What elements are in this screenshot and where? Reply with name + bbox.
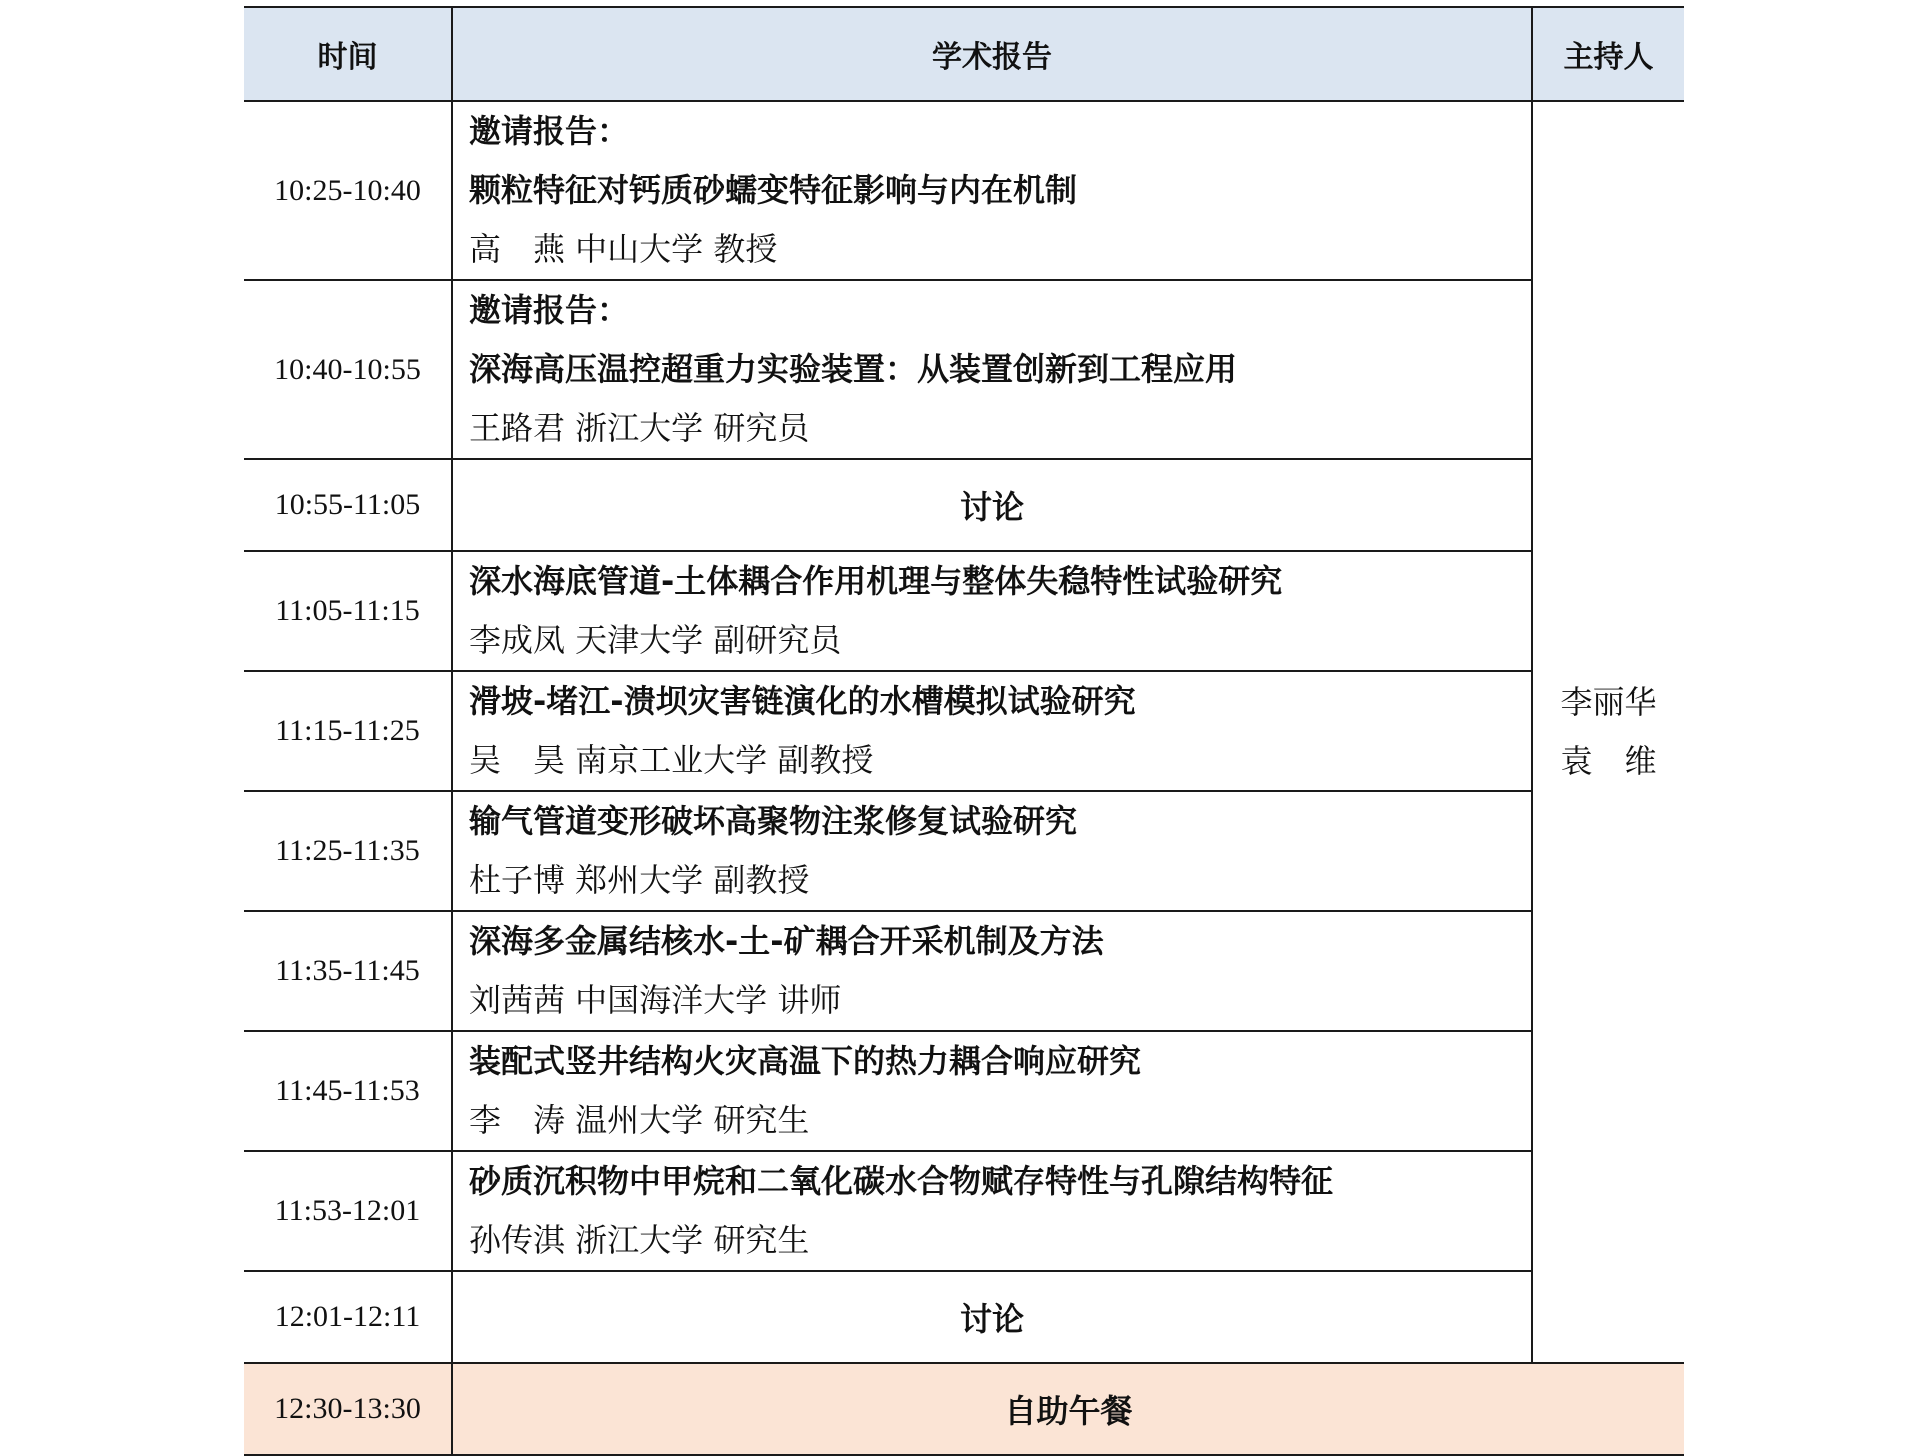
- talk-speaker: 吴 昊 南京工业大学 副教授: [469, 741, 874, 779]
- talk-cell: [452, 1031, 1532, 1151]
- table-row: [244, 791, 1684, 911]
- header-time: 时间: [244, 7, 452, 101]
- time-cell: 10:55-11:05: [244, 459, 452, 551]
- table-row: [244, 671, 1684, 791]
- talk-title: 深海高压温控超重力实验装置：从装置创新到工程应用: [469, 350, 1238, 388]
- header-host: 主持人: [1532, 7, 1684, 101]
- talk-title: 砂质沉积物中甲烷和二氧化碳水合物赋存特性与孔隙结构特征: [469, 1162, 1334, 1200]
- table-row: [244, 1031, 1684, 1151]
- time-cell: 10:40-10:55: [244, 280, 452, 459]
- table-row: [244, 459, 1684, 551]
- lunch-cell: 自助午餐: [452, 1363, 1684, 1455]
- header-talk: 学术报告: [452, 7, 1532, 101]
- talk-title: 深水海底管道-土体耦合作用机理与整体失稳特性试验研究: [469, 562, 1283, 600]
- talk-cell: [452, 101, 1532, 280]
- talk-title: 输气管道变形破坏高聚物注浆修复试验研究: [469, 802, 1078, 840]
- invited-label: 邀请报告：: [469, 291, 630, 329]
- time-cell: 12:30-13:30: [244, 1363, 452, 1455]
- time-cell: 11:05-11:15: [244, 551, 452, 671]
- talk-speaker: 李 涛 温州大学 研究生: [469, 1101, 810, 1139]
- host-name-1: 李丽华: [1560, 683, 1657, 721]
- table-row: [244, 1271, 1684, 1363]
- time-cell: 11:15-11:25: [244, 671, 452, 791]
- talk-title: 颗粒特征对钙质砂蠕变特征影响与内在机制: [469, 171, 1078, 209]
- talk-speaker: 王路君 浙江大学 研究员: [469, 409, 810, 447]
- talk-speaker: 高 燕 中山大学 教授: [469, 230, 778, 268]
- table-row: [244, 101, 1684, 280]
- time-cell: 11:45-11:53: [244, 1031, 452, 1151]
- host-name-2: 袁 维: [1560, 742, 1657, 780]
- talk-cell: [452, 911, 1532, 1031]
- table-row: [244, 280, 1684, 459]
- talk-cell: [452, 280, 1532, 459]
- schedule-table: [244, 6, 1684, 1456]
- time-cell: 11:35-11:45: [244, 911, 452, 1031]
- talk-cell: [452, 1151, 1532, 1271]
- talk-cell: [452, 551, 1532, 671]
- lunch-row: [244, 1363, 1684, 1455]
- talk-speaker: 孙传淇 浙江大学 研究生: [469, 1221, 810, 1259]
- talk-title: 装配式竖井结构火灾高温下的热力耦合响应研究: [469, 1042, 1142, 1080]
- talk-cell: [452, 791, 1532, 911]
- time-cell: 10:25-10:40: [244, 101, 452, 280]
- table-row: [244, 551, 1684, 671]
- discussion-cell: 讨论: [452, 459, 1532, 551]
- time-cell: 11:53-12:01: [244, 1151, 452, 1271]
- talk-speaker: 刘茜茜 中国海洋大学 讲师: [469, 981, 842, 1019]
- time-cell: 11:25-11:35: [244, 791, 452, 911]
- table-row: [244, 911, 1684, 1031]
- talk-title: 滑坡-堵江-溃坝灾害链演化的水槽模拟试验研究: [469, 682, 1136, 720]
- talk-cell: [452, 671, 1532, 791]
- host-cell: [1532, 101, 1684, 1363]
- talk-speaker: 李成凤 天津大学 副研究员: [469, 621, 842, 659]
- time-cell: 12:01-12:11: [244, 1271, 452, 1363]
- header-row: [244, 7, 1684, 101]
- invited-label: 邀请报告：: [469, 112, 630, 150]
- discussion-cell: 讨论: [452, 1271, 1532, 1363]
- talk-title: 深海多金属结核水-土-矿耦合开采机制及方法: [469, 922, 1104, 960]
- talk-speaker: 杜子博 郑州大学 副教授: [469, 861, 810, 899]
- table-row: [244, 1151, 1684, 1271]
